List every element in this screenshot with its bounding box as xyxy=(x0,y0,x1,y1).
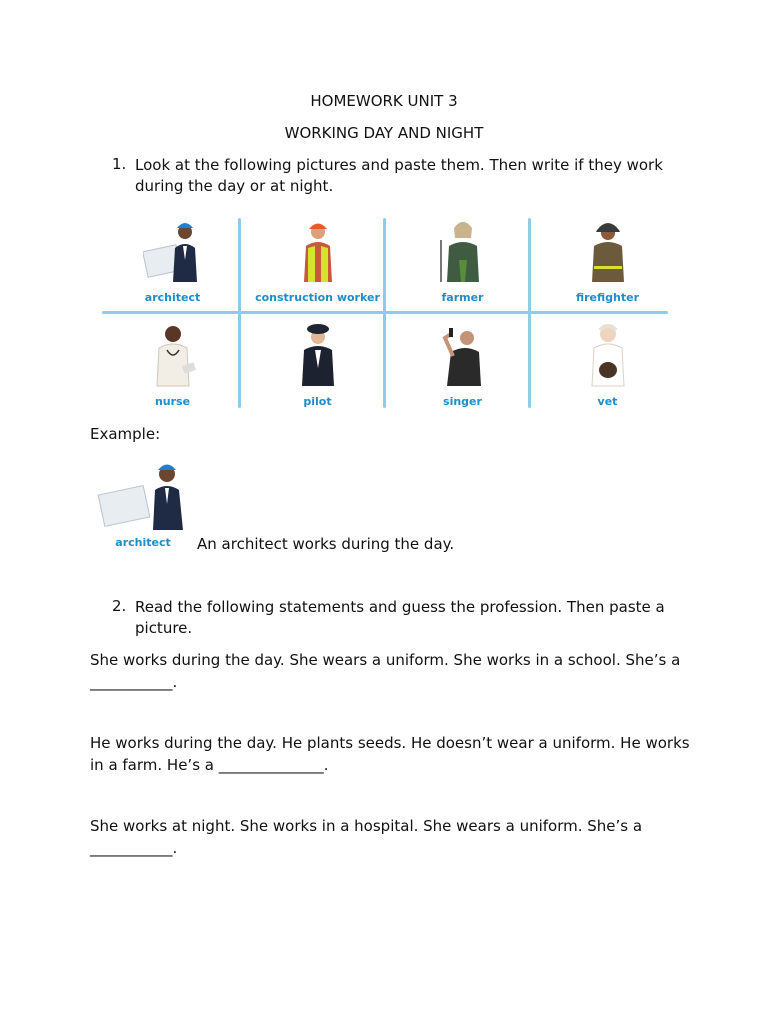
construction-worker-icon xyxy=(288,216,348,286)
firefighter-icon xyxy=(578,216,638,286)
statement-3: She works at night. She works in a hospital. She wears a uniform. She’s a ___________. xyxy=(90,817,643,857)
profession-card-vet xyxy=(535,316,680,414)
question-2-text: Read the following statements and guess the profession. Then paste a picture. xyxy=(135,598,665,637)
statement-2: He works during the day. He plants seeds. He doesn’t wear a uniform. He works in a farm. He’s a ______________. xyxy=(90,734,690,774)
example-heading: Example: xyxy=(90,425,161,443)
example-picture-label: architect xyxy=(115,536,171,549)
profession-card-farmer xyxy=(390,212,535,310)
profession-card-firefighter xyxy=(535,212,680,310)
pilot-icon xyxy=(288,320,348,390)
profession-card-singer xyxy=(390,316,535,414)
profession-label: singer xyxy=(443,395,482,408)
profession-label: architect xyxy=(144,291,201,304)
profession-label: pilot xyxy=(303,395,332,408)
example-sentence: An architect works during the day. xyxy=(197,535,455,553)
profession-label: farmer xyxy=(441,291,484,304)
vet-icon xyxy=(578,320,638,390)
profession-picture-grid xyxy=(100,212,670,412)
page-subtitle: WORKING DAY AND NIGHT xyxy=(284,124,484,142)
question-2-number: 2. xyxy=(112,597,127,615)
profession-card-construction-worker xyxy=(245,212,390,310)
nurse-icon xyxy=(143,320,203,390)
profession-card-pilot xyxy=(245,316,390,414)
question-1-text: Look at the following pictures and paste them. Then write if they work during the day or at night. xyxy=(135,156,663,195)
architect-icon xyxy=(143,216,203,286)
question-1-number: 1. xyxy=(112,155,127,173)
page-title: HOMEWORK UNIT 3 xyxy=(310,92,458,110)
profession-card-architect xyxy=(100,212,245,310)
singer-icon xyxy=(433,320,493,390)
profession-card-nurse xyxy=(100,316,245,414)
profession-label: firefighter xyxy=(575,291,640,304)
architect-icon xyxy=(97,460,189,532)
profession-label: vet xyxy=(597,395,618,408)
profession-label: construction worker xyxy=(255,291,380,304)
grid-divider xyxy=(102,311,668,314)
farmer-icon xyxy=(433,216,493,286)
statement-1: She works during the day. She wears a uniform. She works in a school. She’s a ___________. xyxy=(90,651,681,691)
example-picture xyxy=(95,458,190,553)
profession-label: nurse xyxy=(154,395,191,408)
